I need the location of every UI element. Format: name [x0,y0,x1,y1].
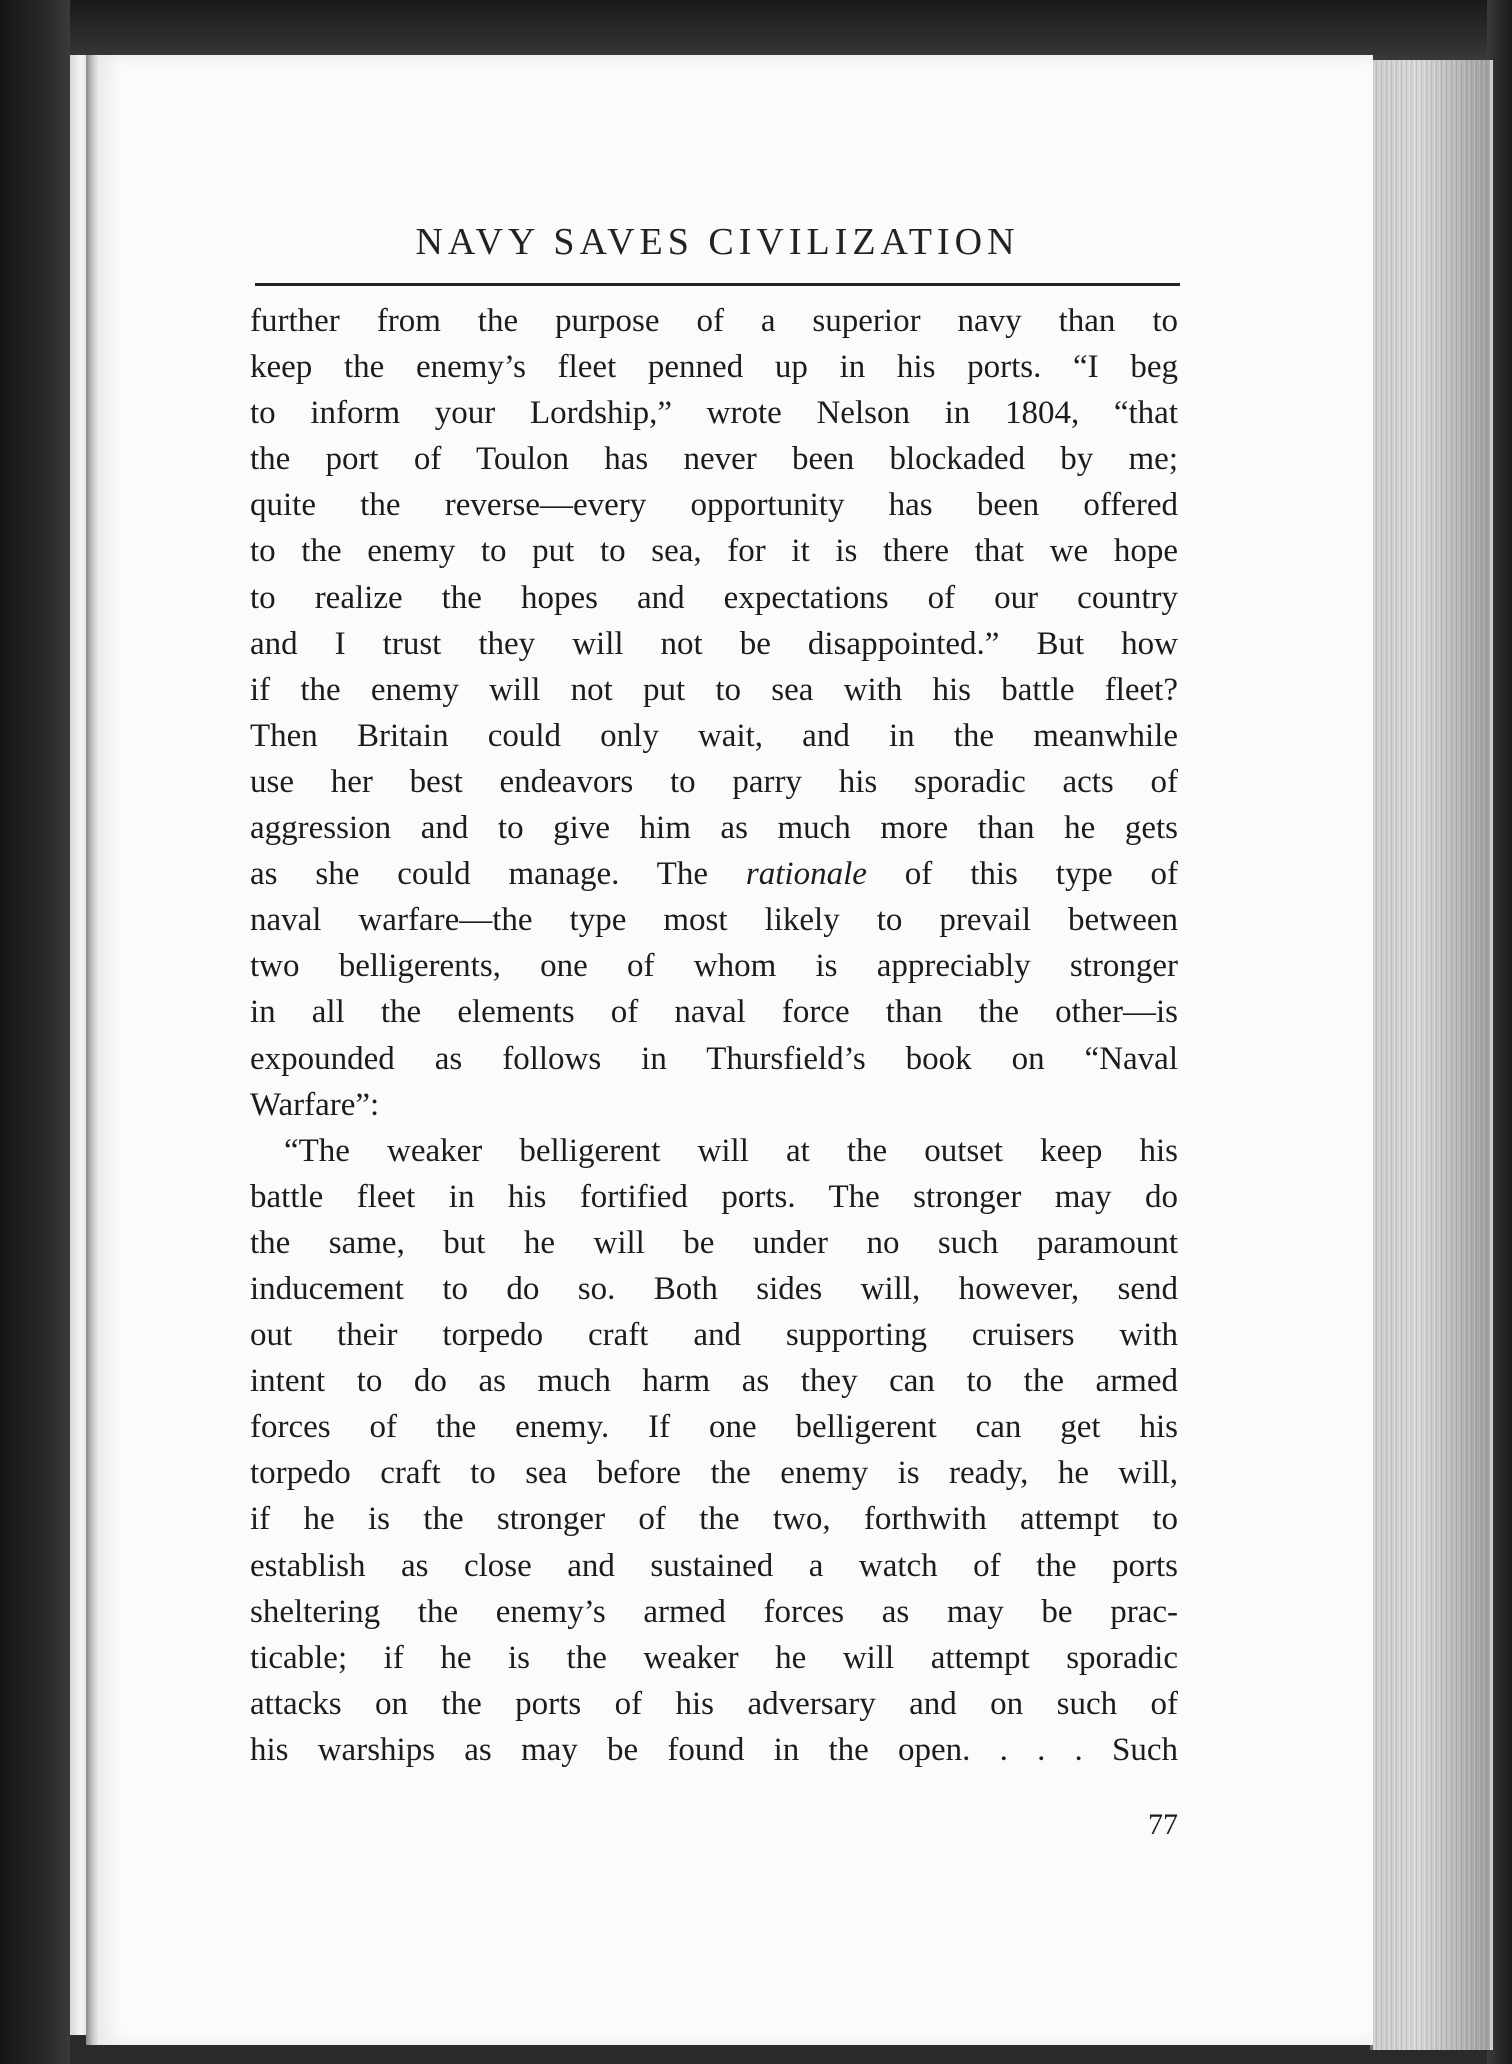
text-line: further from the purpose of a superior navy than to [250,303,1178,339]
text-line: sheltering the enemy’s armed forces as may be prac- [250,1593,1178,1630]
text-line: attacks on the ports of his adversary and on such of [250,1685,1178,1722]
text-line: expounded as follows in Thursfield’s book on “Naval [250,1040,1178,1077]
book-cover-top [0,0,1512,62]
text-line: in all the elements of naval force than the other—is [250,994,1178,1031]
text-line: ticable; if he is the weaker he will attempt sporadic [250,1639,1178,1676]
text-line: his warships as may be found in the open. . . . Such [250,1731,1178,1768]
header-rule [255,283,1180,286]
text-line: to realize the hopes and expectations of our country [250,579,1178,616]
text-segment: of this type of [866,856,1178,893]
text-line: quite the reverse—every opportunity has been offered [250,487,1178,524]
text-line: inducement to do so. Both sides will, however, send [250,1270,1178,1307]
text-line: aggression and to give him as much more than he gets [250,810,1178,847]
text-line: Warfare”: [250,1086,380,1123]
text-line: if the enemy will not put to sea with his battle fleet? [250,671,1178,708]
text-line-with-italic [250,851,1178,897]
text-segment: as she could manage. The [250,856,746,893]
text-line: to the enemy to put to sea, for it is there that we hope [250,533,1178,570]
text-line: naval warfare—the type most likely to prevail between [250,902,1178,939]
text-line: if he is the stronger of the two, forthwith attempt to [250,1501,1178,1538]
running-head: NAVY SAVES CIVILIZATION [415,221,1020,263]
body-text [250,298,1178,1773]
book-cover-left [0,0,70,2064]
text-line: forces of the enemy. If one belligerent can get his [250,1409,1178,1446]
page-gutter [86,55,100,2045]
italic-word: rationale [745,856,867,893]
page-stack-shadow [1370,60,1490,2050]
text-line: establish as close and sustained a watch of the ports [250,1547,1178,1584]
text-line: torpedo craft to sea before the enemy is ready, he will, [250,1455,1178,1492]
text-line: “The weaker belligerent will at the outset keep his [284,1132,1178,1169]
text-line: use her best endeavors to parry his sporadic acts of [250,763,1178,800]
text-line: two belligerents, one of whom is appreciably stronger [250,948,1178,985]
page-number: 77 [1148,1808,1178,1841]
text-line: battle fleet in his fortified ports. The stronger may do [250,1178,1178,1215]
text-line: intent to do as much harm as they can to the armed [250,1363,1178,1400]
text-line: keep the enemy’s fleet penned up in his ports. “I beg [250,349,1178,386]
text-line: out their torpedo craft and supporting cruisers with [250,1317,1178,1354]
text-line: the port of Toulon has never been blockaded by me; [250,441,1178,478]
text-line: Then Britain could only wait, and in the meanwhile [250,717,1178,754]
text-line: to inform your Lordship,” wrote Nelson in 1804, “that [250,395,1178,432]
text-line: the same, but he will be under no such paramount [250,1224,1178,1261]
text-line: and I trust they will not be disappointed.” But how [250,625,1178,662]
